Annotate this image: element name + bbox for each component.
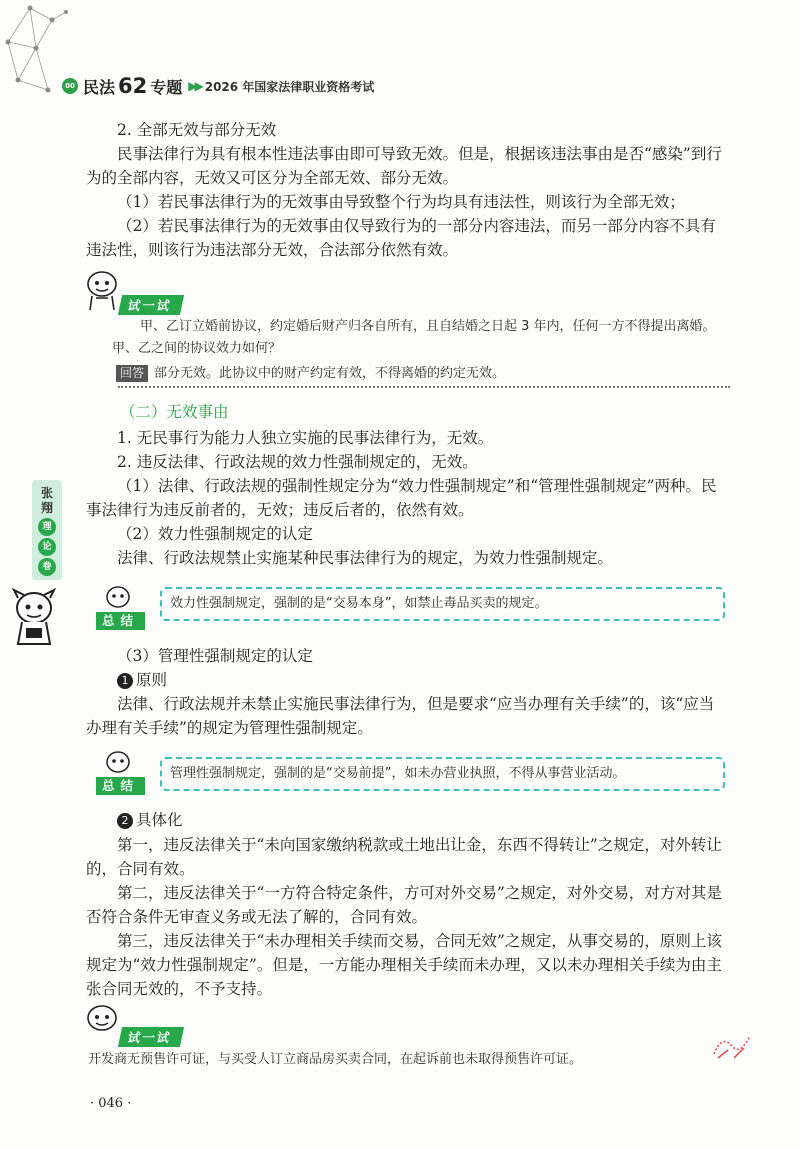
try-it-question: 甲、乙订立婚前协议，约定婚后财产归各自所有，且自结婚之日起 3 年内，任何一方不得提出离婚。甲、乙之间的协议效力如何？: [112, 319, 716, 356]
paragraph: 第二，违反法律关于“一方符合特定条件，方可对外交易”之规定，对外交易，对方对其是否符合条件无审查义务或无法了解的，合同有效。: [86, 884, 722, 926]
list-item: （1）若民事法律行为的无效事由导致整个行为均具有违法性，则该行为全部无效；: [117, 193, 685, 211]
summary-label: 总结: [96, 777, 145, 795]
header-topic: 专题: [150, 77, 183, 97]
summary-box: 效力性强制规定，强制的是“交易本身”，如禁止毒品买卖的规定。: [160, 587, 725, 621]
series-logo-icon: 00: [62, 78, 78, 94]
stamp-decoration-icon: [708, 1028, 756, 1064]
try-it-question: 开发商无预售许可证，与买受人订立商品房买卖合同，在起诉前也未取得预售许可证。: [88, 1052, 583, 1067]
chapter-side-tab: [32, 480, 62, 580]
list-item: （1）法律、行政法规的强制性规定分为“效力性强制规定”和“管理性强制规定”两种。民事法律行为违反前者的，无效；违反后者的，依然有效。: [86, 477, 717, 519]
try-it-answer: [116, 363, 736, 385]
paragraph: 法律、行政法规并未禁止实施民事法律行为，但是要求“应当办理有关手续”的，该“应当办理有关手续”的规定为管理性强制规定。: [86, 695, 715, 737]
side-mascot-icon: [8, 588, 60, 652]
list-item: 2. 违反法律、行政法规的效力性强制规定的，无效。: [117, 453, 478, 471]
try-it-label: 试一试: [118, 295, 184, 315]
answer-text: 部分无效。此协议中的财产约定有效，不得离婚的约定无效。: [154, 366, 506, 381]
paragraph: 法律、行政法规禁止实施某种民事法律行为的规定，为效力性强制规定。: [117, 549, 614, 567]
running-header: [62, 74, 374, 98]
sub-heading: [86, 668, 726, 692]
answer-tag: 回答: [116, 365, 148, 382]
header-number: 62: [118, 74, 148, 98]
list-item: （2）效力性强制规定的认定: [117, 525, 313, 543]
header-arrows-icon: ▶▶: [188, 79, 201, 93]
sub-heading: [86, 808, 726, 832]
list-item: 1. 无民事行为能力人独立实施的民事法律行为，无效。: [117, 429, 494, 447]
mascot-icon: [100, 748, 136, 778]
summary-label: 总结: [96, 612, 145, 630]
number-badge-icon: 2: [117, 813, 133, 829]
side-tab-name: 张翔: [40, 486, 53, 515]
paragraph: 第三，违反法律关于“未办理相关手续而交易，合同无效”之规定，从事交易的，原则上该规定为“效力性强制规定”。但是，一方能办理相关手续而未办理，又以未办理相关手续为由主张合同无效的，不予支持。: [86, 932, 722, 998]
mascot-icon: [82, 1002, 124, 1042]
section-heading-invalid-causes: （二）无效事由: [120, 403, 229, 421]
sub-heading-text: 原则: [136, 671, 168, 689]
list-item: （2）若民事法律行为的无效事由仅导致行为的一部分内容违法，而另一部分内容不具有违法性，则该行为违法部分无效，合法部分依然有效。: [86, 217, 716, 259]
header-subject: 民法: [83, 77, 116, 97]
page-number: · 046 ·: [90, 1096, 132, 1111]
try-it-label: 试一试: [118, 1027, 184, 1047]
number-badge-icon: 1: [117, 673, 133, 689]
header-exam: 2026 年国家法律职业资格考试: [204, 79, 375, 94]
paragraph: 民事法律行为具有根本性违法事由即可导致无效。但是，根据该违法事由是否“感染”到行为的全部内容，无效又可区分为全部无效、部分无效。: [86, 145, 722, 187]
section-heading-partial-invalid: 2. 全部无效与部分无效: [117, 121, 277, 139]
paragraph: 第一，违反法律关于“未向国家缴纳税款或土地出让金，东西不得转让”之规定，对外转让的，合同有效。: [86, 836, 722, 878]
mascot-icon: [100, 583, 136, 613]
summary-box: 管理性强制规定，强制的是“交易前提”，如未办营业执照，不得从事营业活动。: [160, 757, 725, 791]
side-tab-char: 卷: [38, 558, 56, 576]
side-tab-char: 理: [38, 518, 56, 536]
mascot-icon: [82, 268, 124, 314]
side-tab-char: 论: [38, 538, 56, 556]
divider: [118, 386, 730, 388]
section-heading-management: （3）管理性强制规定的认定: [117, 647, 313, 665]
sub-heading-text: 具体化: [136, 811, 183, 829]
